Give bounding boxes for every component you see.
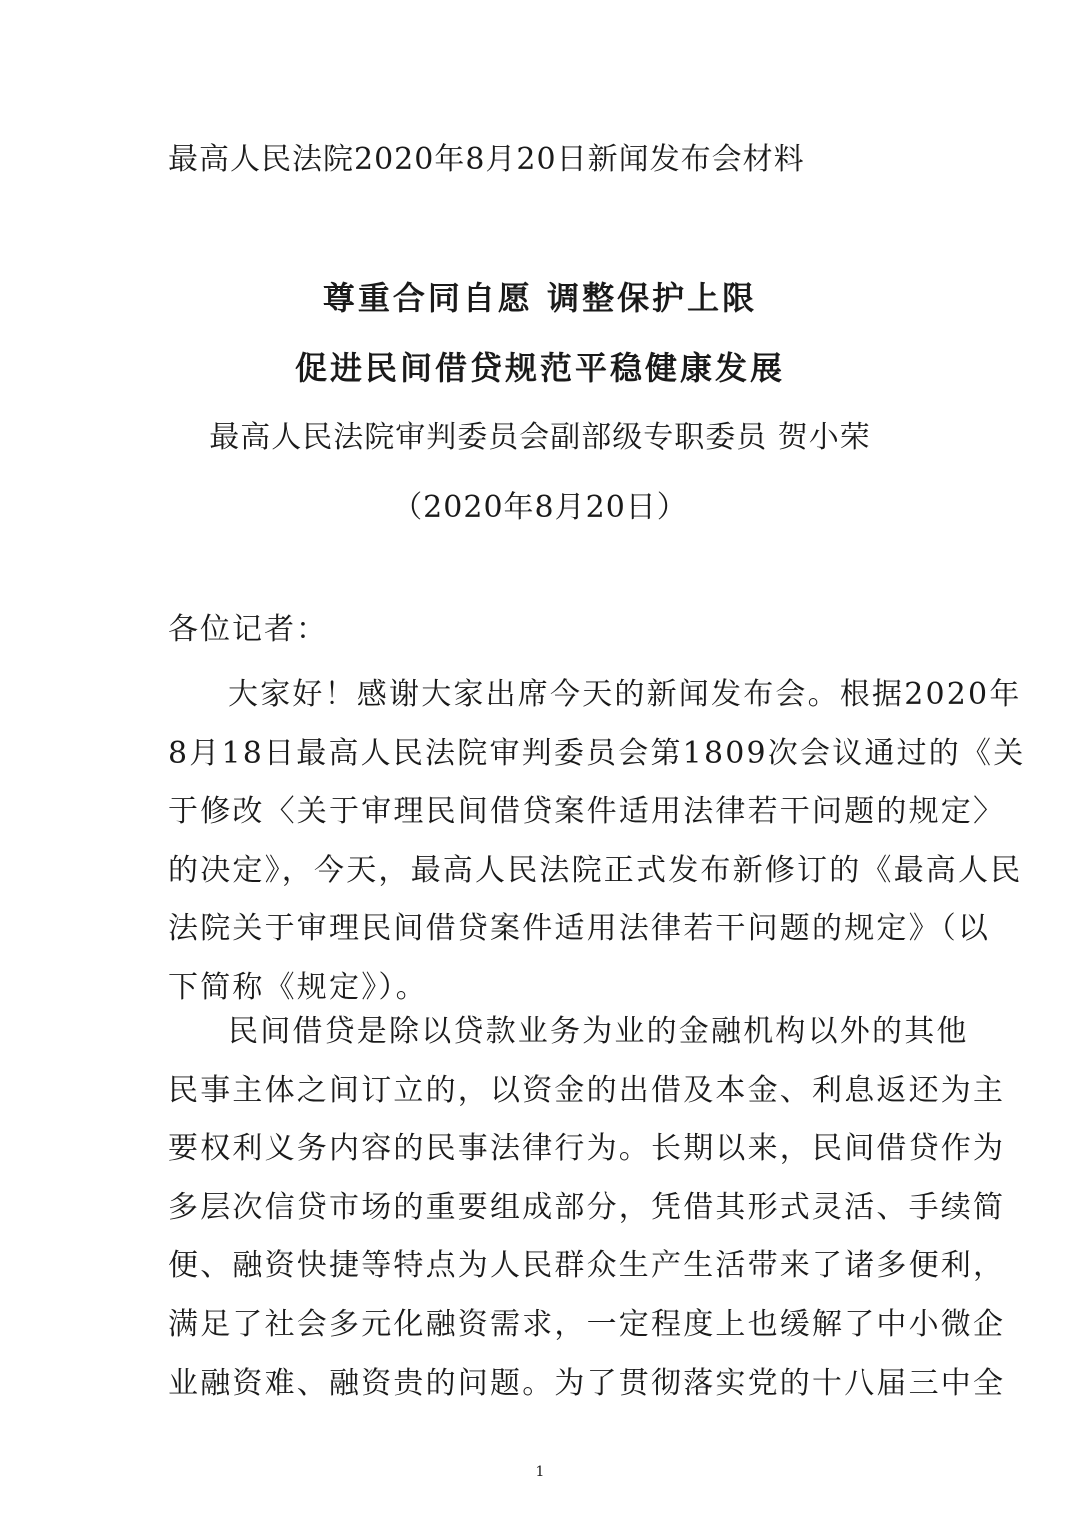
paragraph-line: 民事主体之间订立的，以资金的出借及本金、利息返还为主 xyxy=(168,1072,1006,1108)
paragraph-line: 8月18日最高人民法院审判委员会第1809次会议通过的《关 xyxy=(168,735,1026,771)
title-line-2: 促进民间借贷规范平稳健康发展 xyxy=(294,349,785,387)
paragraph-line: 民间借贷是除以贷款业务为业的金融机构以外的其他 xyxy=(228,1014,969,1049)
paragraph-line: 多层次信贷市场的重要组成部分，凭借其形式灵活、手续简 xyxy=(168,1189,1006,1225)
paragraph-line: 大家好！感谢大家出席今天的新闻发布会。根据2020年 xyxy=(228,677,1022,712)
paragraph-1 xyxy=(168,666,1026,1018)
title-line-1: 尊重合同自愿 调整保护上限 xyxy=(322,279,758,317)
document-header: 最高人民法院2020年8月20日新闻发布会材料 xyxy=(168,142,805,177)
paragraph-line: 的决定》，今天，最高人民法院正式发布新修订的《最高人民 xyxy=(168,852,1023,888)
paragraph-line: 下简称《规定》）。 xyxy=(168,969,428,1005)
date-line: （2020年8月20日） xyxy=(392,490,688,525)
paragraph-line: 法院关于审理民间借贷案件适用法律若干问题的规定》（以 xyxy=(168,911,991,947)
author-line: 最高人民法院审判委员会副部级专职委员 贺小荣 xyxy=(209,420,871,455)
page-number: 1 xyxy=(535,1464,545,1480)
salutation: 各位记者： xyxy=(168,612,328,647)
paragraph-line: 要权利义务内容的民事法律行为。长期以来，民间借贷作为 xyxy=(168,1131,1006,1167)
paragraph-2 xyxy=(168,1003,1006,1413)
paragraph-line: 满足了社会多元化融资需求，一定程度上也缓解了中小微企 xyxy=(168,1306,1006,1342)
paragraph-line: 于修改〈关于审理民间借贷案件适用法律若干问题的规定〉 xyxy=(168,794,1006,830)
paragraph-line: 便、融资快捷等特点为人民群众生产生活带来了诸多便利， xyxy=(168,1248,1006,1284)
paragraph-line: 业融资难、融资贵的问题。为了贯彻落实党的十八届三中全 xyxy=(168,1365,1006,1401)
